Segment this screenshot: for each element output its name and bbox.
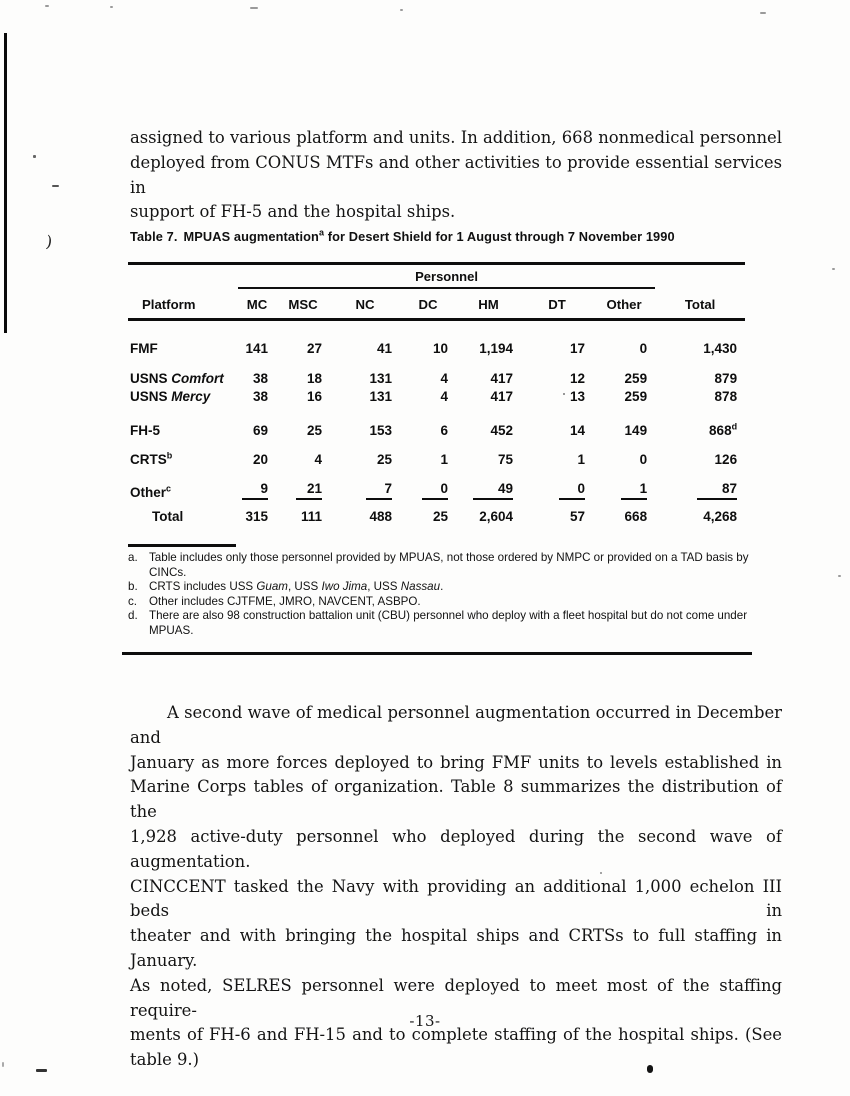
cell-platform: CRTS$^b$ [130,450,173,467]
cell-platform: USNS Mercy [130,389,211,404]
cell-total: 868$^d$ [709,421,738,438]
table7-bottom-rule-fragment [128,544,236,547]
text-line: A second wave of medical personnel augmentation occurred in December and [130,703,782,747]
scan-dash-mark [36,1069,47,1072]
paragraph-intro [130,126,782,225]
table-row-fmf [128,320,745,363]
table7-caption [130,229,790,244]
cell: 49 [456,467,521,500]
column-header-mc: MC [238,288,276,320]
scan-speck [110,6,113,8]
cell-total: 87 [655,467,745,500]
cell: 1,194 [479,341,513,356]
text-line: CINCCENT tasked the Navy with providing an additional 1,000 echelon III beds in [130,876,782,921]
cell: 27 [306,341,322,356]
cell: 25 [376,452,392,467]
table7-caption-label: Table 7. [130,229,178,244]
table-row-other [128,467,745,500]
cell: 0 [639,452,648,467]
column-header-dc: DC [400,288,456,320]
table-row-total [128,500,745,530]
cell: 417 [490,389,513,404]
cell-total: 879 [714,371,738,386]
cell: 38 [252,389,268,404]
cell-total: 1,430 [703,341,738,356]
footnote-a: a. Table includes only those personnel provided by MPUAS, not those ordered by NMPC or provided on a TAD basis by CINCs. [128,551,749,579]
text-line: assigned to various platform and units. In addition, 668 nonmedical personnel [130,128,782,147]
scan-speck [33,155,36,158]
cell: 668 [624,509,648,524]
table-row-crts [128,438,745,467]
cell-platform: Other$^c$ [130,483,172,500]
table-row-usns-mercy [128,386,745,404]
text-line: 1,928 active-duty personnel who deployed during the second wave of augmentation. [130,826,782,871]
table7-caption-text-cont: for Desert Shield for 1 August through 7 November 1990 [324,229,675,244]
scan-speck [52,185,59,187]
scan-speck [400,9,403,11]
cell: 16 [306,389,322,404]
column-header-total: Total [655,288,745,320]
cell: 12 [569,371,585,386]
column-header-hm: HM [456,288,521,320]
cell: 69 [252,423,268,438]
footnote-d: d. There are also 98 construction battalion unit (CBU) personnel who deploy with a fleet hospital but do not come under MPUAS. [128,609,748,637]
column-header-platform: Platform [128,288,238,320]
scan-speck [250,7,258,9]
cell: 1 [577,452,585,467]
cell: 20 [252,452,268,467]
column-header-nc: NC [330,288,400,320]
text-line: ments of FH-6 and FH-15 and to complete staffing of the hospital ships. (See [130,1025,782,1045]
table7-footnotes [128,551,778,638]
cell: 2,604 [479,509,513,524]
cell: 131 [369,371,392,386]
section-divider-rule [122,652,752,655]
scan-vertical-line [4,33,7,333]
text-line: deployed from CONUS MTFs and other activities to provide essential services in [130,152,782,197]
cell: 417 [490,371,513,386]
table7 [128,262,745,530]
cell: 25 [306,423,322,438]
cell: 4 [440,389,448,404]
cell: 149 [624,423,648,438]
table-row-usns-comfort [128,362,745,386]
text-line: support of FH-5 and the hospital ships. [130,202,456,222]
cell: 25 [432,509,448,524]
text-line: January as more forces deployed to bring FMF units to levels established in [130,752,782,772]
cell: 259 [624,371,648,386]
column-header-dt: DT [521,288,593,320]
cell: 141 [245,341,268,356]
text-line: theater and with bringing the hospital ships and CRTSs to full staffing in January. [130,926,782,970]
cell: 75 [497,452,513,467]
cell: 9 [238,467,276,500]
footnote-c: c. Other includes CJTFME, JMRO, NAVCENT, ASBPO. [128,594,421,608]
scan-speck [45,5,49,7]
cell: 18 [306,371,322,386]
table7-caption-footnote-ref: a [318,227,325,238]
cell: 315 [245,509,268,524]
scan-speck [2,1062,4,1067]
cell: 4 [440,371,448,386]
cell: 17 [569,341,585,356]
cell: 21 [276,467,330,500]
cell: 4 [314,452,322,467]
cell: 57 [569,509,585,524]
cell-platform: USNS Comfort [130,371,224,386]
personnel-spanner-header: Personnel [238,264,655,289]
cell: 7 [330,467,400,500]
text-line: Marine Corps tables of organization. Table 8 summarizes the distribution of the [130,777,782,822]
cell: 259 [624,389,648,404]
cell: 13 [569,389,585,404]
cell-platform: Total [152,509,184,524]
cell: 41 [376,341,392,356]
cell: 153 [369,423,392,438]
text-line: table 9.) [130,1050,200,1070]
cell: 111 [300,509,322,524]
cell-total: 4,268 [703,509,738,524]
table-row-fh5 [128,404,745,438]
cell: 131 [369,389,392,404]
page-number: -13- [409,1012,441,1030]
scan-speck [832,268,835,270]
cell-total: 126 [714,452,738,467]
cell: 1 [593,467,655,500]
footnote-b: b. CRTS includes USS Guam, USS Iwo Jima, USS Nassau. [128,580,444,593]
cell: 14 [569,423,585,438]
cell: 488 [369,509,392,524]
scan-speck [838,575,841,577]
column-header-other: Other [593,288,655,320]
cell: 0 [400,467,456,500]
cell: 0 [639,341,648,356]
table7-caption-text: MPUAS augmentation [183,229,319,244]
cell-total: 878 [714,389,738,404]
table7-spanner-row [128,264,745,289]
cell: 10 [432,341,448,356]
cell: 452 [490,423,513,438]
scan-speck [760,12,766,14]
text-line: As noted, SELRES personnel were deployed to meet most of the staffing require- [130,975,782,1020]
cell: 38 [252,371,268,386]
cell-platform: FMF [130,341,158,356]
table7-header-row [128,288,745,320]
cell: 6 [440,423,448,438]
column-header-msc: MSC [276,288,330,320]
cell-platform: FH-5 [130,423,160,438]
cell: 1 [440,452,448,467]
cell: 0 [521,467,593,500]
scan-paren-mark: ) [44,231,54,252]
